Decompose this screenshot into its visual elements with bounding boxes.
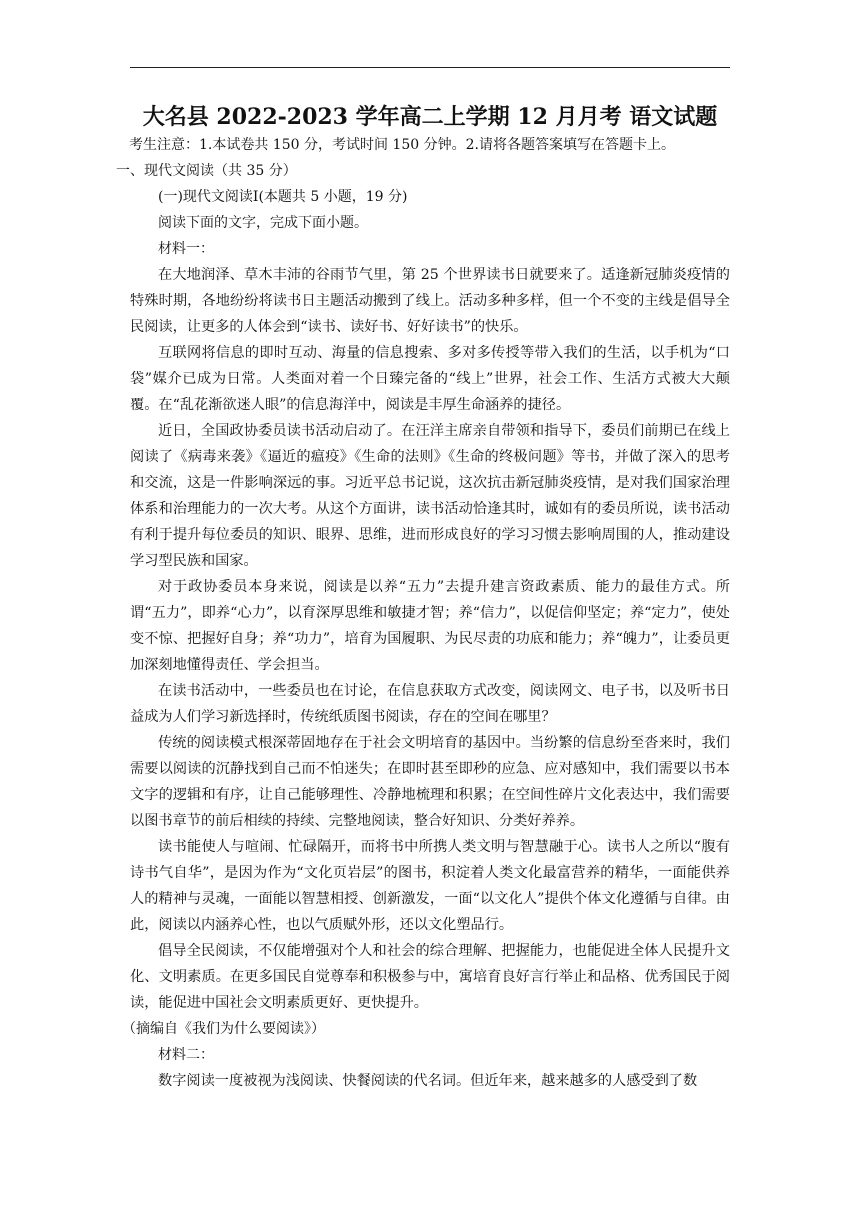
subsection-heading: (一)现代文阅读Ⅰ(本题共 5 小题，19 分): [158, 189, 408, 205]
paragraph: 倡导全民阅读，不仅能增强对个人和社会的综合理解、把握能力，也能促进全体人民提升文化、文明素质。在更多国民自觉尊奉和积极参与中，寓培育良好言行举止和品格、优秀国民于阅读，能促进中国社会文明素质更好、更快提升。: [130, 943, 730, 1011]
paragraph: 读书能使人与喧闹、忙碌隔开，而将书中所携人类文明与智慧融于心。读书人之所以“腹有诗书气自华”，是因为作为“文化页岩层”的图书，积淀着人类文化最富营养的精华，一面能供养人的精神与灵魂，一面能以智慧相授、创新激发，一面“以文化人”提供个体文化遵循与自律。由此，阅读以内涵养心性，也以气质赋外形，还以文化塑品行。: [130, 839, 730, 933]
page-title: 大名县 2022-2023 学年高二上学期 12 月月考 语文试题: [142, 104, 718, 130]
section-heading: 一、现代文阅读（共 35 分）: [116, 163, 297, 179]
source-citation: （摘编自《我们为什么要阅读》）: [122, 1021, 325, 1037]
paragraph: 传统的阅读模式根深蒂固地存在于社会文明培育的基因中。当纷繁的信息纷至沓来时，我们需要以阅读的沉静找到自己而不怕迷失；在即时甚至即秒的应急、应对感知中，我们需要以书本文字的逻辑和有序，让自己能够理性、冷静地梳理和积累；在空间性碎片文化表达中，我们需要以图书章节的前后相续的持续、完整地阅读，整合好知识、分类好养养。: [130, 735, 730, 829]
paragraph: 数字阅读一度被视为浅阅读、快餐阅读的代名词。但近年来，越来越多的人感受到了数: [158, 1073, 698, 1089]
material-1-label: 材料一：: [158, 241, 214, 257]
paragraph: 互联网将信息的即时互动、海量的信息搜索、多对多传授等带入我们的生活，以手机为“口袋”媒介已成为日常。人类面对着一个日臻完备的“线上”世界，社会工作、生活方式被大大颠覆。在“乱花渐欲迷人眼”的信息海洋中，阅读是丰厚生命涵养的捷径。: [130, 345, 730, 413]
instruction-text: 阅读下面的文字，完成下面小题。: [158, 215, 368, 231]
paragraph: 在大地润泽、草木丰沛的谷雨节气里，第 25 个世界读书日就要来了。适逢新冠肺炎疫情的特殊时期，各地纷纷将读书日主题活动搬到了线上。活动多种多样，但一个不变的主线是倡导全民阅读，让更多的人体会到“读书、读好书、好好读书”的快乐。: [130, 267, 730, 335]
document-body: [116, 102, 730, 1094]
paragraph: 近日，全国政协委员读书活动启动了。在汪洋主席亲自带领和指导下，委员们前期已在线上阅读了《病毒来袭》《逼近的瘟疫》《生命的法则》《生命的终极问题》等书，并做了深入的思考和交流，这是一件影响深远的事。习近平总书记说，这次抗击新冠肺炎疫情，是对我们国家治理体系和治理能力的一次大考。从这个方面讲，读书活动恰逢其时，诚如有的委员所说，读书活动有利于提升每位委员的知识、眼界、思维，进而形成良好的学习习惯去影响周围的人，推动建设学习型民族和国家。: [130, 423, 730, 569]
paragraph: 对于政协委员本身来说，阅读是以养“五力”去提升建言资政素质、能力的最佳方式。所谓“五力”，即养“心力”，以育深厚思维和敏捷才智；养“信力”，以促信仰坚定；养“定力”，使处变不惊、把握好自身；养“功力”，培育为国履职、为民尽责的功底和能力；养“魄力”，让委员更加深刻地懂得责任、学会担当。: [130, 579, 730, 673]
exam-notice: 考生注意：1.本试卷共 150 分，考试时间 150 分钟。2.请将各题答案填写在答题卡上。: [129, 137, 675, 153]
header-rule: [130, 67, 730, 68]
paragraph: 在读书活动中，一些委员也在讨论，在信息获取方式改变，阅读网文、电子书，以及听书日益成为人们学习新选择时，传统纸质图书阅读，存在的空间在哪里？: [130, 683, 730, 725]
material-2-label: 材料二：: [158, 1047, 214, 1063]
